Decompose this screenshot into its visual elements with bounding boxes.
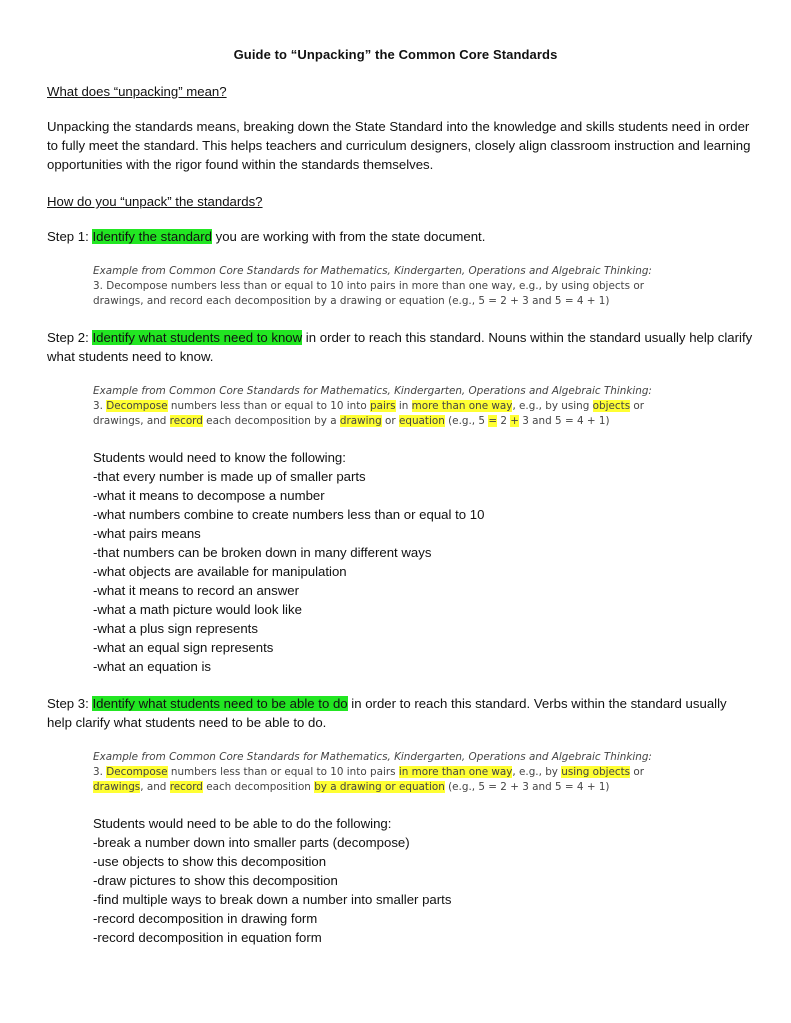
ex-text: 2: [497, 415, 511, 427]
question-heading-1: What does “unpacking” mean?: [47, 84, 227, 99]
ex-text: or: [630, 400, 645, 412]
list-item: -draw pictures to show this decomposition: [93, 873, 338, 888]
list-item: -record decomposition in equation form: [93, 930, 322, 945]
list-item: -use objects to show this decomposition: [93, 854, 327, 869]
step2-paragraph: [47, 328, 753, 366]
ex-verb: by a drawing or equation: [314, 781, 445, 793]
ex-text: in: [395, 400, 412, 412]
list-item: -that numbers can be broken down in many different ways: [93, 545, 432, 560]
step2-highlight: Identify what students need to know: [92, 330, 303, 345]
ex-text: , e.g., by: [512, 766, 562, 778]
list-item: -what objects are available for manipulation: [93, 564, 347, 579]
list-title: Students would need to know the following:: [93, 450, 346, 465]
list-item: -what it means to record an answer: [93, 583, 299, 598]
ex-verb: record: [169, 781, 203, 793]
ex-text: 3.: [93, 400, 107, 412]
ex-text: numbers less than or equal to 10 into pairs: [167, 766, 399, 778]
ex-text: numbers less than or equal to 10 into: [167, 400, 371, 412]
step2-know-list: [93, 448, 484, 676]
example-line-2: [93, 780, 733, 795]
example-line-1: 3. Decompose numbers less than or equal to 10 into pairs in more than one way, e.g., by using objects or: [93, 280, 644, 292]
ex-noun: drawing: [339, 415, 382, 427]
step3-example: [93, 750, 733, 795]
example-line-2: [93, 414, 733, 429]
ex-text: each decomposition: [202, 781, 315, 793]
ex-noun: equation: [398, 415, 445, 427]
list-item: -what it means to decompose a number: [93, 488, 325, 503]
example-line-1: [93, 399, 733, 414]
step2-rest: in order to reach this standard. Nouns within the standard usually help clarify what students need to know.: [47, 330, 753, 364]
ex-text: drawings, and: [93, 415, 170, 427]
example-line-2: drawings, and record each decomposition by a drawing or equation (e.g., 5 = 2 + 3 and 5 = 4 + 1): [93, 295, 610, 307]
list-item: -what numbers combine to create numbers less than or equal to 10: [93, 507, 485, 522]
ex-verb: drawings: [93, 781, 141, 793]
list-title: Students would need to be able to do the following:: [93, 816, 392, 831]
ex-text: , e.g., by using: [512, 400, 593, 412]
document-title: Guide to “Unpacking” the Common Core Standards: [233, 47, 558, 62]
question-heading-2: How do you “unpack” the standards?: [47, 194, 263, 209]
ex-text: each decomposition by a: [202, 415, 340, 427]
ex-noun: pairs: [370, 400, 396, 412]
step1-rest: you are working with from the state document.: [211, 229, 486, 244]
ex-noun: more than one way: [411, 400, 513, 412]
step1-prefix: Step 1:: [47, 229, 93, 244]
example-header: Example from Common Core Standards for Mathematics, Kindergarten, Operations and Algebraic Thinking:: [93, 385, 652, 397]
intro-paragraph: Unpacking the standards means, breaking down the State Standard into the knowledge and skills students need in order to fully meet the standard. This helps teachers and curriculum designers, closely align classroom instruction and learning opportunities with the rigor found within the standards themselves.: [47, 119, 751, 172]
ex-text: , and: [140, 781, 170, 793]
ex-text: or: [630, 766, 645, 778]
ex-noun: objects: [592, 400, 631, 412]
step3-prefix: Step 3:: [47, 696, 93, 711]
list-item: -what an equation is: [93, 659, 212, 674]
step3-rest: in order to reach this standard. Verbs within the standard usually help clarify what students need to be able to do.: [47, 696, 727, 730]
ex-text: 3 and 5 = 4 + 1): [518, 415, 610, 427]
step2-prefix: Step 2:: [47, 330, 93, 345]
example-header: Example from Common Core Standards for Mathematics, Kindergarten, Operations and Algebraic Thinking:: [93, 751, 652, 763]
step1-line: [47, 227, 485, 246]
list-item: -find multiple ways to break down a number into smaller parts: [93, 892, 452, 907]
ex-verb: Decompose: [106, 766, 168, 778]
ex-noun: Decompose: [106, 400, 168, 412]
example-line-1: [93, 765, 733, 780]
example-header: Example from Common Core Standards for Mathematics, Kindergarten, Operations and Algebraic Thinking:: [93, 265, 652, 277]
ex-verb: in more than one way: [398, 766, 513, 778]
step1-highlight: Identify the standard: [92, 229, 212, 244]
ex-text: (e.g., 5 = 2 + 3 and 5 = 4 + 1): [444, 781, 610, 793]
list-item: -that every number is made up of smaller parts: [93, 469, 366, 484]
list-item: -what a plus sign represents: [93, 621, 258, 636]
step3-highlight: Identify what students need to be able to do: [92, 696, 348, 711]
ex-noun: record: [169, 415, 203, 427]
ex-text: (e.g., 5: [444, 415, 489, 427]
ex-noun: +: [510, 415, 519, 427]
list-item: -what an equal sign represents: [93, 640, 274, 655]
ex-noun: =: [488, 415, 498, 427]
list-item: -what a math picture would look like: [93, 602, 302, 617]
ex-text: 3.: [93, 766, 107, 778]
list-item: -what pairs means: [93, 526, 201, 541]
ex-text: or: [381, 415, 399, 427]
step2-example: [93, 384, 733, 429]
list-item: -break a number down into smaller parts (decompose): [93, 835, 410, 850]
ex-verb: using objects: [561, 766, 631, 778]
step3-do-list: [93, 814, 451, 947]
step3-paragraph: [47, 694, 753, 732]
step1-example: [93, 264, 733, 309]
list-item: -record decomposition in drawing form: [93, 911, 318, 926]
